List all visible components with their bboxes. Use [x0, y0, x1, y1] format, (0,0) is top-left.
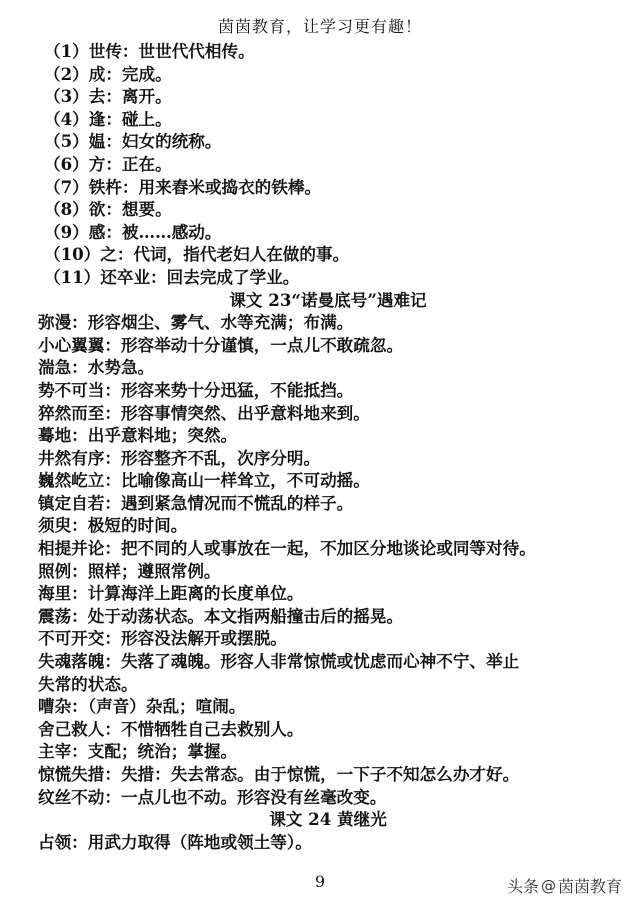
- vocabulary-line: 猝然而至：形容事情突然、出乎意料地来到。: [38, 402, 370, 423]
- annotation-line: （3）去：离开。: [44, 86, 172, 107]
- vocabulary-line: 蓦地：出乎意料地；突然。: [38, 425, 238, 446]
- annotation-line: （8）欲：想要。: [44, 199, 172, 220]
- watermark-account: 茵茵教育: [557, 877, 622, 896]
- vocabulary-line: 嘈杂：（声音）杂乱；喧闹。: [38, 696, 246, 717]
- page-number: 9: [314, 872, 326, 891]
- vocabulary-line: 主宰：支配；统治；掌握。: [38, 741, 238, 762]
- section-heading: 课文 23“诺曼底号”遇难记: [229, 289, 427, 310]
- vocabulary-line: 舍己救人：不惜牺牲自己去救别人。: [38, 718, 304, 739]
- watermark-prefix: 头条: [506, 877, 539, 896]
- annotation-line: （9）感：被……感动。: [44, 221, 222, 242]
- vocabulary-line: 不可开交：形容没法解开或摆脱。: [38, 628, 287, 649]
- annotation-line: （1）世传：世世代代相传。: [44, 41, 255, 61]
- vocabulary-line: 镇定自若：遇到紧急情况而不慌乱的样子。: [38, 492, 354, 513]
- watermark-at: @: [540, 876, 556, 895]
- document-body: [38, 40, 618, 853]
- vocabulary-line: 惊慌失措：失措：失去常态。由于惊慌，一下子不知怎么办才好。: [38, 764, 520, 784]
- vocabulary-line: 震荡：处于动荡状态。本文指两船撞击后的摇晃。: [38, 605, 404, 626]
- vocabulary-line: 照例：照样；遵照常例。: [38, 560, 221, 581]
- vocabulary-line: 失常的状态。: [38, 673, 138, 694]
- annotation-line: （6）方：正在。: [44, 153, 172, 174]
- annotation-line: （4）逢：碰上。: [44, 108, 172, 129]
- watermark: [507, 874, 622, 897]
- vocabulary-line: 湍急：水势急。: [38, 357, 155, 378]
- vocabulary-line: 弥漫：形容烟尘、雾气、水等充满；布满。: [38, 312, 354, 333]
- vocabulary-line: 须臾：极短的时间。: [38, 515, 188, 536]
- vocabulary-line: 势不可当：形容来势十分迅猛，不能抵挡。: [38, 379, 354, 400]
- annotation-line: （11）还卒业：回去完成了学业。: [44, 266, 300, 287]
- vocabulary-line: 纹丝不动：一点儿也不动。形容没有丝毫改变。: [38, 786, 387, 807]
- page-header: 茵茵教育，让学习更有趣！: [217, 17, 422, 36]
- vocabulary-line: 相提并论：把不同的人或事放在一起，不加区分地谈论或同等对待。: [38, 538, 536, 559]
- section-heading: 课文 24 黄继光: [269, 809, 387, 830]
- vocabulary-line: 占领：用武力取得（阵地或领土等）。: [38, 831, 312, 852]
- annotation-line: （10）之：代词，指代老妇人在做的事。: [44, 244, 350, 265]
- vocabulary-line: 小心翼翼：形容举动十分谨慎，一点儿不敢疏忽。: [38, 334, 404, 355]
- annotation-line: （7）铁杵：用来舂米或捣衣的铁棒。: [44, 176, 322, 197]
- vocabulary-line: 海里：计算海洋上距离的长度单位。: [38, 583, 304, 604]
- annotation-line: （2）成：完成。: [44, 63, 172, 84]
- vocabulary-line: 巍然屹立：比喻像高山一样耸立，不可动摇。: [38, 470, 370, 491]
- vocabulary-line: 失魂落魄：失落了魂魄。形容人非常惊慌或忧虑而心神不宁、举止: [38, 651, 520, 672]
- vocabulary-line: 井然有序：形容整齐不乱，次序分明。: [38, 447, 321, 468]
- annotation-line: （5）媪：妇女的统称。: [44, 131, 222, 152]
